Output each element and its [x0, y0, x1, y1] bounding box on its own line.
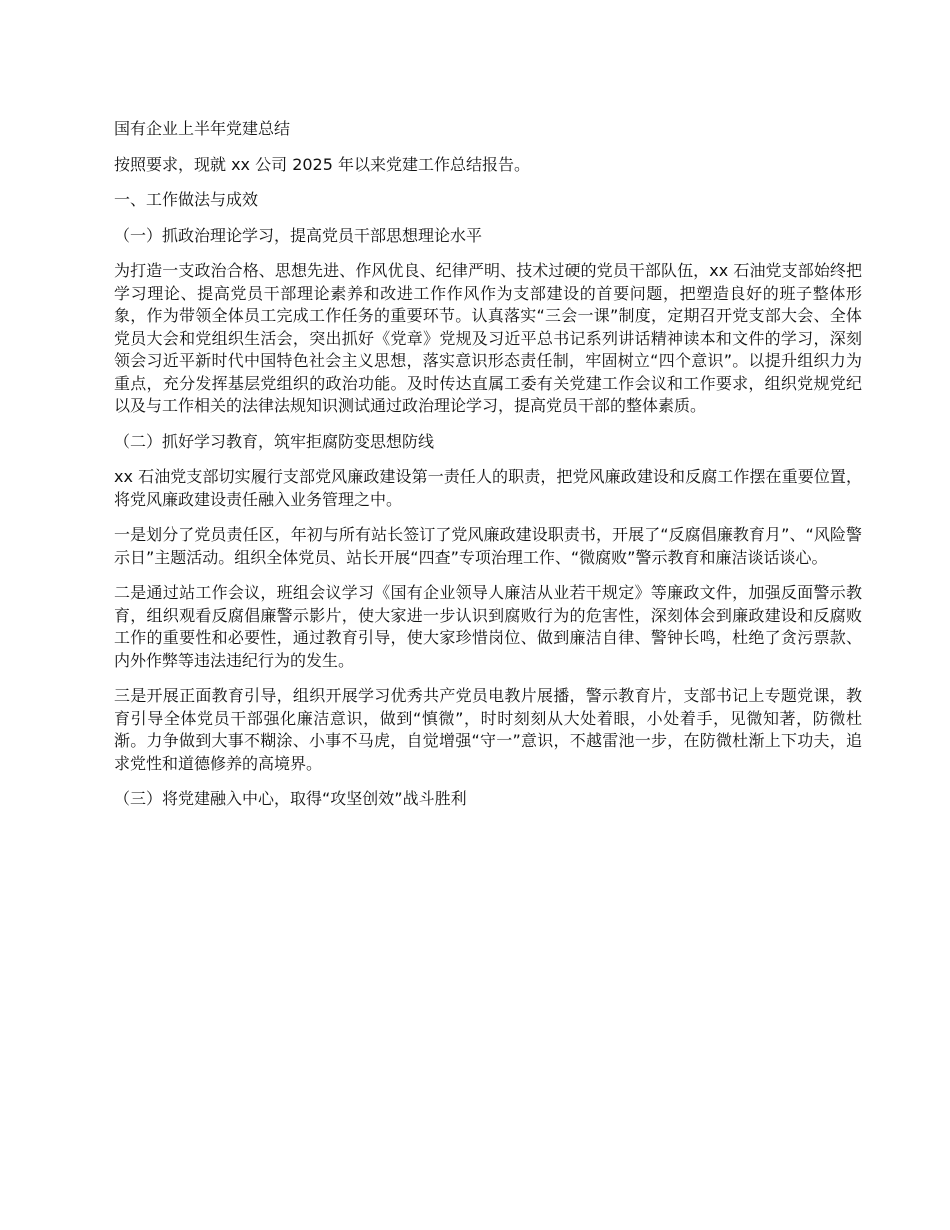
subsection-1-paragraph-1: 为打造一支政治合格、思想先进、作风优良、纪律严明、技术过硬的党员干部队伍，xx 石油党支部始终把学习理论、提高党员干部理论素养和改进工作作风作为支部建设的首要问题，把塑造良好的班子整体形象，作为带领全体员工完成工作任务的重要环节。认真落实“三会一课”制度，定期召开党支部大会、全体党员大会和党组织生活会，突出抓好《党章》党规及习近平总书记系列讲话精神读本和文件的学习，深刻领会习近平新时代中国特色社会主义思想，落实意识形态责任制，牢固树立“四个意识”。以提升组织力为重点，充分发挥基层党组织的政治功能。及时传达直属工委有关党建工作会议和工作要求，组织党规党纪以及与工作相关的法律法规知识测试通过政治理论学习，提高党员干部的整体素质。 — [114, 261, 862, 415]
subsection-heading-3: （三）将党建融入中心，取得“攻坚创效”战斗胜利 — [114, 789, 467, 808]
section-heading-1: 一、工作做法与成效 — [114, 190, 259, 209]
subsection-heading-1: （一）抓政治理论学习，提高党员干部思想理论水平 — [114, 225, 483, 245]
subsection-2-paragraph-1: xx 石油党支部切实履行支部党风廉政建设第一责任人的职责，把党风廉政建设和反腐工作摆在重要位置，将党风廉政建设责任融入业务管理之中。 — [114, 467, 862, 509]
subsection-2-paragraph-4: 三是开展正面教育引导，组织开展学习优秀共产党员电教片展播，警示教育片，支部书记上专题党课，教育引导全体党员干部强化廉洁意识，做到“慎微”，时时刻刻从大处着眼，小处着手，见微知著，防微杜渐。力争做到大事不糊涂、小事不马虎，自觉增强“守一”意识，不越雷池一步，在防微杜渐上下功夫，追求党性和道德修养的高境界。 — [114, 686, 862, 773]
subsection-2-paragraph-3: 二是通过站工作会议，班组会议学习《国有企业领导人廉洁从业若干规定》等廉政文件，加强反面警示教育，组织观看反腐倡廉警示影片，使大家进一步认识到腐败行为的危害性，深刻体会到廉政建设和反腐败工作的重要性和必要性，通过教育引导，使大家珍惜岗位、做到廉洁自律、警钟长鸣，杜绝了贪污票款、内外作弊等违法违纪行为的发生。 — [114, 583, 862, 670]
document-title: 国有企业上半年党建总结 — [114, 119, 291, 138]
subsection-2-paragraph-2: 一是划分了党员责任区，年初与所有站长签订了党风廉政建设职责书，开展了“反腐倡廉教育月”、“风险警示日”主题活动。组织全体党员、站长开展“四查”专项治理工作、“微腐败”警示教育和廉洁谈话谈心。 — [114, 525, 862, 567]
document-page — [114, 118, 862, 824]
intro-paragraph: 按照要求，现就 xx 公司 2025 年以来党建工作总结报告。 — [114, 154, 531, 174]
subsection-heading-2: （二）抓好学习教育，筑牢拒腐防变思想防线 — [114, 431, 435, 451]
